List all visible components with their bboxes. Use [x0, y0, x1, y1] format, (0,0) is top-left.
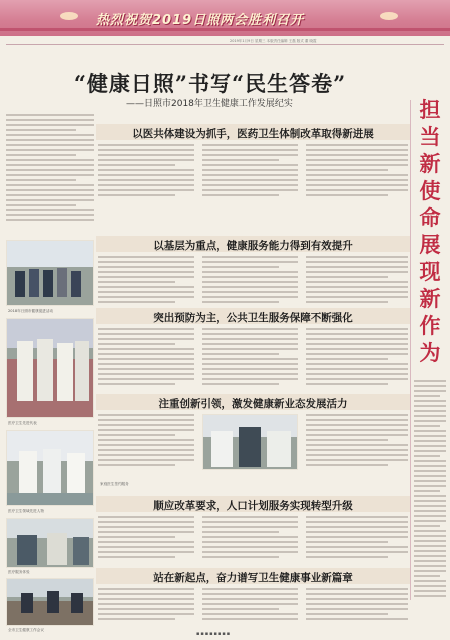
photo-caption: 家庭医生签约服务 — [100, 482, 129, 486]
section-title: 以医共体建设为抓手，医药卫生体制改革取得新进展 — [132, 128, 374, 140]
section-title: 顺应改革要求，人口计划服务实现转型升级 — [153, 500, 353, 512]
photo-caption: 医疗卫生先进代表 — [8, 421, 37, 425]
section-new-chapter — [98, 568, 408, 630]
photo-event — [6, 240, 94, 306]
page-headline: “健康日照”书写“民生答卷” — [73, 71, 347, 96]
photo-meeting — [6, 578, 94, 626]
section-title: 站在新起点，奋力谱写卫生健康事业新篇章 — [153, 572, 353, 584]
slogan-char: 当 — [419, 124, 441, 149]
slogan-char: 担 — [419, 97, 441, 122]
section-public-health — [98, 308, 408, 392]
photo-group — [6, 318, 94, 418]
vertical-slogan — [418, 96, 442, 366]
photo-caption: 全市卫生健康工作会议 — [8, 628, 44, 632]
slogan-char: 命 — [419, 205, 441, 230]
banner-ornament-right — [380, 12, 398, 20]
photo-service — [6, 518, 94, 568]
section-grassroots — [98, 236, 408, 308]
slogan-char: 使 — [419, 178, 441, 203]
lead-paragraphs — [6, 114, 94, 234]
section-title: 突出预防为主，公共卫生服务保障不断强化 — [153, 312, 353, 324]
top-banner — [0, 0, 450, 36]
section-innovation — [98, 394, 408, 476]
slogan-char: 新 — [419, 286, 441, 311]
section-title: 注重创新引领，激发健康新业态发展活力 — [158, 398, 348, 410]
photo-caption: 医疗卫生领域先进人物 — [8, 509, 44, 513]
column-divider — [410, 100, 411, 600]
dateline: 2019年1月9日 星期三 本版责任编辑 王磊 版式 董 晓霞 — [230, 39, 317, 43]
section-title: 以基层为重点，健康服务能力得到有效提升 — [153, 240, 353, 252]
banner-stripe — [0, 28, 450, 31]
slogan-char: 新 — [419, 151, 441, 176]
slogan-char: 为 — [419, 340, 441, 365]
banner-text: 热烈祝贺2019日照两会胜利召开 — [96, 13, 305, 28]
slogan-char: 展 — [419, 232, 441, 257]
page-subheadline: ——日照市2018年卫生健康工作发展纪实 — [126, 99, 293, 109]
top-rule — [6, 44, 444, 45]
photo-caption: 医疗服务体验 — [8, 570, 30, 574]
slogan-char: 现 — [419, 259, 441, 284]
photo-innovation — [202, 414, 298, 470]
slogan-char: 作 — [419, 313, 441, 338]
section-reform — [98, 124, 408, 202]
banner-ornament-left — [60, 12, 78, 20]
print-registration-marks: ▪▪▪▪▪▪▪▪ — [196, 631, 232, 637]
section-population — [98, 496, 408, 568]
right-text-column — [414, 380, 446, 600]
photo-caption: 2018年日照市健康促进活动 — [8, 309, 54, 313]
photo-staff — [6, 430, 94, 506]
